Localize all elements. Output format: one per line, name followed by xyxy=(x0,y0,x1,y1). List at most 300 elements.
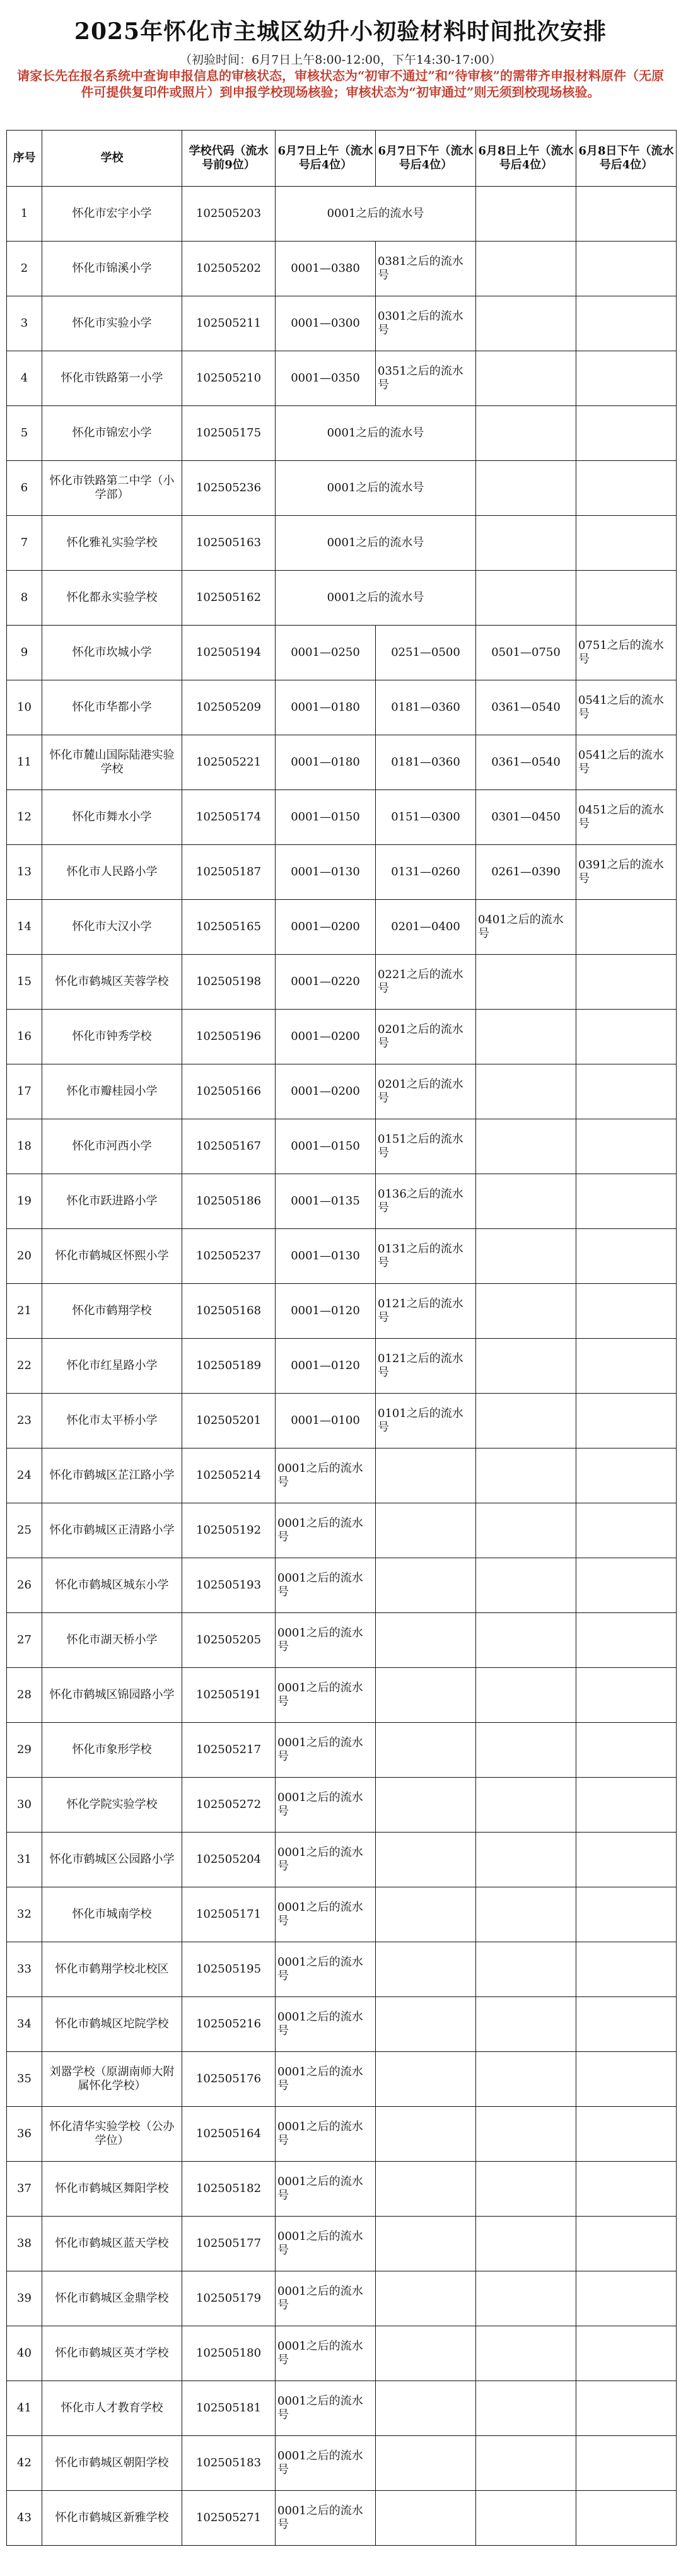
slot-jun7-am: 0001—0100 xyxy=(276,1394,376,1448)
school-code: 102505214 xyxy=(182,1448,276,1503)
slot-jun7-pm: 0101之后的流水号 xyxy=(376,1394,476,1448)
row-index: 1 xyxy=(7,187,42,242)
slot-jun8-pm xyxy=(576,351,677,406)
row-index: 42 xyxy=(7,2436,42,2491)
school-code: 102505187 xyxy=(182,845,276,900)
table-row xyxy=(7,516,677,571)
school-name: 怀化市实验小学 xyxy=(42,296,182,351)
slot-jun7-am: 0001之后的流水号 xyxy=(276,2052,376,2107)
slot-jun8-pm: 0451之后的流水号 xyxy=(576,790,677,845)
slot-jun8-pm xyxy=(576,2271,677,2326)
slot-jun8-am xyxy=(476,2271,576,2326)
slot-jun8-am xyxy=(476,571,576,626)
slot-jun7-am: 0001之后的流水号 xyxy=(276,1668,376,1723)
school-name: 怀化清华实验学校（公办学位） xyxy=(42,2107,182,2162)
slot-jun7-pm: 0381之后的流水号 xyxy=(376,242,476,296)
table-row xyxy=(7,2217,677,2271)
table-row xyxy=(7,1174,677,1229)
row-index: 39 xyxy=(7,2271,42,2326)
row-index: 38 xyxy=(7,2217,42,2271)
row-index: 24 xyxy=(7,1448,42,1503)
table-row xyxy=(7,2107,677,2162)
table-row xyxy=(7,1064,677,1119)
slot-jun8-am xyxy=(476,516,576,571)
school-code: 102505191 xyxy=(182,1668,276,1723)
row-index: 14 xyxy=(7,900,42,955)
slot-jun7-am: 0001—0180 xyxy=(276,680,376,735)
school-code: 102505189 xyxy=(182,1339,276,1394)
slot-jun8-pm: 0541之后的流水号 xyxy=(576,680,677,735)
row-index: 41 xyxy=(7,2381,42,2436)
slot-jun8-am xyxy=(476,1778,576,1833)
school-name: 怀化市鹤翔学校北校区 xyxy=(42,1942,182,1997)
slot-jun8-am xyxy=(476,2052,576,2107)
school-name: 怀化市锦溪小学 xyxy=(42,242,182,296)
slot-jun8-pm: 0751之后的流水号 xyxy=(576,626,677,680)
school-name: 怀化市宏宇小学 xyxy=(42,187,182,242)
header-cell-jun8-pm: 6月8日下午（流水号后4位） xyxy=(576,131,677,187)
school-name: 怀化市太平桥小学 xyxy=(42,1394,182,1448)
slot-jun7-pm xyxy=(376,1887,476,1942)
slot-jun8-pm xyxy=(576,1394,677,1448)
slot-jun8-am xyxy=(476,1558,576,1613)
slot-jun7-am: 0001—0200 xyxy=(276,1010,376,1064)
school-name: 怀化市鹤城区坨院学校 xyxy=(42,1997,182,2052)
slot-jun8-am xyxy=(476,2381,576,2436)
slot-jun8-pm xyxy=(576,1997,677,2052)
slot-jun8-pm xyxy=(576,2436,677,2491)
slot-jun7-am: 0001之后的流水号 xyxy=(276,2271,376,2326)
row-index: 27 xyxy=(7,1613,42,1668)
slot-jun8-pm xyxy=(576,1448,677,1503)
slot-jun8-am xyxy=(476,1010,576,1064)
slot-jun7-pm xyxy=(376,1997,476,2052)
school-name: 怀化市河西小学 xyxy=(42,1119,182,1174)
slot-jun7-pm: 0131—0260 xyxy=(376,845,476,900)
slot-jun7-pm xyxy=(376,2107,476,2162)
school-name: 怀化市钟秀学校 xyxy=(42,1010,182,1064)
slot-jun7-all-day: 0001之后的流水号 xyxy=(276,571,476,626)
school-name: 怀化市鹤城区英才学校 xyxy=(42,2326,182,2381)
slot-jun7-am: 0001—0150 xyxy=(276,1119,376,1174)
school-code: 102505181 xyxy=(182,2381,276,2436)
school-code: 102505177 xyxy=(182,2217,276,2271)
slot-jun8-pm xyxy=(576,2326,677,2381)
table-row xyxy=(7,1394,677,1448)
table-row xyxy=(7,1503,677,1558)
header-cell-code: 学校代码（流水号前9位） xyxy=(182,131,276,187)
slot-jun7-am: 0001之后的流水号 xyxy=(276,1833,376,1887)
school-name: 怀化市象形学校 xyxy=(42,1723,182,1778)
slot-jun8-am xyxy=(476,955,576,1010)
school-code: 102505183 xyxy=(182,2436,276,2491)
slot-jun7-pm xyxy=(376,1668,476,1723)
row-index: 25 xyxy=(7,1503,42,1558)
slot-jun7-am: 0001—0150 xyxy=(276,790,376,845)
table-body xyxy=(7,187,677,2546)
school-name: 怀化都永实验学校 xyxy=(42,571,182,626)
row-index: 31 xyxy=(7,1833,42,1887)
slot-jun7-am: 0001之后的流水号 xyxy=(276,2107,376,2162)
header-cell-jun7-pm: 6月7日下午（流水号后4位） xyxy=(376,131,476,187)
slot-jun8-am xyxy=(476,1284,576,1339)
school-name: 刘嚣学校（原湖南师大附属怀化学校） xyxy=(42,2052,182,2107)
slot-jun7-pm xyxy=(376,2491,476,2546)
row-index: 17 xyxy=(7,1064,42,1119)
slot-jun8-pm xyxy=(576,1229,677,1284)
school-name: 怀化市大汉小学 xyxy=(42,900,182,955)
table-row xyxy=(7,1997,677,2052)
row-index: 9 xyxy=(7,626,42,680)
school-code: 102505216 xyxy=(182,1997,276,2052)
slot-jun7-am: 0001—0130 xyxy=(276,1229,376,1284)
slot-jun7-all-day: 0001之后的流水号 xyxy=(276,461,476,516)
table-row xyxy=(7,1668,677,1723)
school-code: 102505186 xyxy=(182,1174,276,1229)
school-code: 102505201 xyxy=(182,1394,276,1448)
table-row xyxy=(7,680,677,735)
slot-jun8-pm xyxy=(576,1010,677,1064)
table-row xyxy=(7,2271,677,2326)
row-index: 12 xyxy=(7,790,42,845)
row-index: 26 xyxy=(7,1558,42,1613)
slot-jun8-pm xyxy=(576,1119,677,1174)
slot-jun7-pm: 0201之后的流水号 xyxy=(376,1064,476,1119)
slot-jun7-pm: 0181—0360 xyxy=(376,735,476,790)
slot-jun7-pm xyxy=(376,1833,476,1887)
row-index: 8 xyxy=(7,571,42,626)
school-code: 102505202 xyxy=(182,242,276,296)
slot-jun7-pm xyxy=(376,2436,476,2491)
school-name: 怀化市舞水小学 xyxy=(42,790,182,845)
school-code: 102505198 xyxy=(182,955,276,1010)
slot-jun8-pm xyxy=(576,1503,677,1558)
slot-jun8-pm xyxy=(576,1778,677,1833)
slot-jun8-pm xyxy=(576,1558,677,1613)
school-name: 怀化市麓山国际陆港实验学校 xyxy=(42,735,182,790)
slot-jun8-pm xyxy=(576,1613,677,1668)
slot-jun8-pm xyxy=(576,516,677,571)
school-name: 怀化市鹤城区正清路小学 xyxy=(42,1503,182,1558)
school-code: 102505272 xyxy=(182,1778,276,1833)
slot-jun7-am: 0001之后的流水号 xyxy=(276,2381,376,2436)
table-row xyxy=(7,187,677,242)
schedule-table xyxy=(6,130,677,2546)
row-index: 21 xyxy=(7,1284,42,1339)
table-row xyxy=(7,1613,677,1668)
school-name: 怀化市坎城小学 xyxy=(42,626,182,680)
slot-jun8-pm xyxy=(576,2217,677,2271)
slot-jun8-pm xyxy=(576,2381,677,2436)
slot-jun8-am xyxy=(476,296,576,351)
table-row xyxy=(7,296,677,351)
school-code: 102505168 xyxy=(182,1284,276,1339)
slot-jun7-pm: 0151—0300 xyxy=(376,790,476,845)
row-index: 18 xyxy=(7,1119,42,1174)
slot-jun7-am: 0001之后的流水号 xyxy=(276,1887,376,1942)
slot-jun8-pm xyxy=(576,1339,677,1394)
slot-jun8-am xyxy=(476,1668,576,1723)
school-code: 102505165 xyxy=(182,900,276,955)
slot-jun7-am: 0001之后的流水号 xyxy=(276,2162,376,2217)
slot-jun8-am xyxy=(476,187,576,242)
slot-jun7-am: 0001之后的流水号 xyxy=(276,1448,376,1503)
slot-jun8-pm xyxy=(576,2107,677,2162)
school-code: 102505182 xyxy=(182,2162,276,2217)
slot-jun8-am xyxy=(476,1119,576,1174)
slot-jun7-am: 0001之后的流水号 xyxy=(276,2217,376,2271)
slot-jun7-pm: 0131之后的流水号 xyxy=(376,1229,476,1284)
school-code: 102505271 xyxy=(182,2491,276,2546)
slot-jun8-pm xyxy=(576,1723,677,1778)
school-name: 怀化市鹤城区怀熙小学 xyxy=(42,1229,182,1284)
slot-jun8-am xyxy=(476,1833,576,1887)
table-row xyxy=(7,2436,677,2491)
row-index: 23 xyxy=(7,1394,42,1448)
header-cell-jun8-am: 6月8日上午（流水号后4位） xyxy=(476,131,576,187)
school-code: 102505205 xyxy=(182,1613,276,1668)
table-row xyxy=(7,1833,677,1887)
school-code: 102505209 xyxy=(182,680,276,735)
table-row xyxy=(7,351,677,406)
table-row xyxy=(7,2162,677,2217)
row-index: 32 xyxy=(7,1887,42,1942)
slot-jun8-am xyxy=(476,1174,576,1229)
school-name: 怀化市红星路小学 xyxy=(42,1339,182,1394)
slot-jun8-pm xyxy=(576,1887,677,1942)
inspection-time-note: （初验时间：6月7日上午8:00-12:00，下午14:30-17:00） xyxy=(180,53,501,67)
table-row xyxy=(7,955,677,1010)
slot-jun8-pm xyxy=(576,2491,677,2546)
school-code: 102505179 xyxy=(182,2271,276,2326)
header-cell-school: 学校 xyxy=(42,131,182,187)
row-index: 29 xyxy=(7,1723,42,1778)
row-index: 37 xyxy=(7,2162,42,2217)
table-row xyxy=(7,1229,677,1284)
slot-jun7-pm: 0351之后的流水号 xyxy=(376,351,476,406)
table-row xyxy=(7,1448,677,1503)
school-name: 怀化市鹤城区朝阳学校 xyxy=(42,2436,182,2491)
school-name: 怀化市湖天桥小学 xyxy=(42,1613,182,1668)
slot-jun7-am: 0001之后的流水号 xyxy=(276,1613,376,1668)
page-title: 2025年怀化市主城区幼升小初验材料时间批次安排 xyxy=(74,18,607,45)
table-row xyxy=(7,900,677,955)
table-row xyxy=(7,845,677,900)
slot-jun7-pm: 0121之后的流水号 xyxy=(376,1339,476,1394)
table-row xyxy=(7,2491,677,2546)
school-name: 怀化市鹤城区舞阳学校 xyxy=(42,2162,182,2217)
slot-jun7-am: 0001—0250 xyxy=(276,626,376,680)
slot-jun8-am xyxy=(476,1229,576,1284)
slot-jun7-am: 0001—0120 xyxy=(276,1284,376,1339)
slot-jun7-am: 0001—0380 xyxy=(276,242,376,296)
slot-jun8-am: 0261—0390 xyxy=(476,845,576,900)
slot-jun8-am: 0361—0540 xyxy=(476,680,576,735)
school-code: 102505180 xyxy=(182,2326,276,2381)
row-index: 19 xyxy=(7,1174,42,1229)
row-index: 34 xyxy=(7,1997,42,2052)
slot-jun7-am: 0001之后的流水号 xyxy=(276,1723,376,1778)
header-cell-jun7-am: 6月7日上午（流水号后4位） xyxy=(276,131,376,187)
table-row xyxy=(7,790,677,845)
school-code: 102505166 xyxy=(182,1064,276,1119)
table-row xyxy=(7,406,677,461)
slot-jun7-pm xyxy=(376,1503,476,1558)
slot-jun8-am xyxy=(476,1887,576,1942)
slot-jun7-pm xyxy=(376,1613,476,1668)
school-name: 怀化市鹤城区城东小学 xyxy=(42,1558,182,1613)
slot-jun8-am xyxy=(476,1339,576,1394)
school-code: 102505194 xyxy=(182,626,276,680)
slot-jun8-pm xyxy=(576,2052,677,2107)
slot-jun8-am xyxy=(476,1394,576,1448)
slot-jun8-pm xyxy=(576,296,677,351)
school-name: 怀化市鹤城区芙蓉学校 xyxy=(42,955,182,1010)
slot-jun8-am xyxy=(476,2162,576,2217)
slot-jun7-all-day: 0001之后的流水号 xyxy=(276,516,476,571)
school-code: 102505176 xyxy=(182,2052,276,2107)
table-row xyxy=(7,2052,677,2107)
slot-jun7-pm: 0201之后的流水号 xyxy=(376,1010,476,1064)
slot-jun7-pm xyxy=(376,2162,476,2217)
table-row xyxy=(7,1339,677,1394)
slot-jun7-pm: 0136之后的流水号 xyxy=(376,1174,476,1229)
slot-jun7-pm xyxy=(376,2381,476,2436)
table-row xyxy=(7,2381,677,2436)
slot-jun7-am: 0001—0135 xyxy=(276,1174,376,1229)
school-code: 102505237 xyxy=(182,1229,276,1284)
slot-jun7-am: 0001—0130 xyxy=(276,845,376,900)
slot-jun8-pm xyxy=(576,1668,677,1723)
slot-jun7-pm xyxy=(376,2052,476,2107)
slot-jun8-am xyxy=(476,1064,576,1119)
slot-jun7-am: 0001之后的流水号 xyxy=(276,1503,376,1558)
school-code: 102505171 xyxy=(182,1887,276,1942)
row-index: 5 xyxy=(7,406,42,461)
school-name: 怀化市鹤城区芷江路小学 xyxy=(42,1448,182,1503)
table-row xyxy=(7,626,677,680)
slot-jun7-am: 0001之后的流水号 xyxy=(276,2326,376,2381)
school-code: 102505195 xyxy=(182,1942,276,1997)
school-name: 怀化市鹤城区锦园路小学 xyxy=(42,1668,182,1723)
row-index: 43 xyxy=(7,2491,42,2546)
table-row xyxy=(7,461,677,516)
row-index: 20 xyxy=(7,1229,42,1284)
school-name: 怀化雅礼实验学校 xyxy=(42,516,182,571)
slot-jun7-pm xyxy=(376,2271,476,2326)
slot-jun8-pm xyxy=(576,461,677,516)
slot-jun8-am xyxy=(476,1613,576,1668)
slot-jun8-am xyxy=(476,2491,576,2546)
header-cell-index: 序号 xyxy=(7,131,42,187)
school-code: 102505196 xyxy=(182,1010,276,1064)
slot-jun7-pm xyxy=(376,2326,476,2381)
school-name: 怀化学院实验学校 xyxy=(42,1778,182,1833)
slot-jun7-pm xyxy=(376,1558,476,1613)
table-row xyxy=(7,1778,677,1833)
slot-jun8-am xyxy=(476,1997,576,2052)
slot-jun7-am: 0001—0200 xyxy=(276,1064,376,1119)
table-header-row xyxy=(7,131,677,187)
parent-notice: 请家长先在报名系统中查询申报信息的审核状态，审核状态为“初审不通过”和“待审核”的需带齐申报材料原件（无原件可提供复印件或照片）到申报学校现场核验；审核状态为“初审通过”则无须到校现场核验。 xyxy=(16,68,664,100)
slot-jun7-pm xyxy=(376,1448,476,1503)
school-code: 102505193 xyxy=(182,1558,276,1613)
slot-jun7-pm: 0301之后的流水号 xyxy=(376,296,476,351)
slot-jun8-am xyxy=(476,2107,576,2162)
slot-jun7-pm: 0151之后的流水号 xyxy=(376,1119,476,1174)
table-row xyxy=(7,571,677,626)
row-index: 4 xyxy=(7,351,42,406)
school-code: 102505174 xyxy=(182,790,276,845)
slot-jun7-am: 0001—0300 xyxy=(276,296,376,351)
school-code: 102505211 xyxy=(182,296,276,351)
row-index: 10 xyxy=(7,680,42,735)
slot-jun7-all-day: 0001之后的流水号 xyxy=(276,187,476,242)
slot-jun7-am: 0001之后的流水号 xyxy=(276,2436,376,2491)
slot-jun7-am: 0001—0350 xyxy=(276,351,376,406)
row-index: 15 xyxy=(7,955,42,1010)
slot-jun7-pm xyxy=(376,1942,476,1997)
school-code: 102505204 xyxy=(182,1833,276,1887)
school-name: 怀化市铁路第二中学（小学部） xyxy=(42,461,182,516)
slot-jun8-am xyxy=(476,1723,576,1778)
slot-jun8-am xyxy=(476,242,576,296)
table-row xyxy=(7,1010,677,1064)
school-code: 102505163 xyxy=(182,516,276,571)
slot-jun8-pm xyxy=(576,1284,677,1339)
slot-jun8-am xyxy=(476,406,576,461)
school-name: 怀化市铁路第一小学 xyxy=(42,351,182,406)
school-name: 怀化市人才教育学校 xyxy=(42,2381,182,2436)
slot-jun8-pm xyxy=(576,955,677,1010)
slot-jun8-pm xyxy=(576,1174,677,1229)
slot-jun8-pm xyxy=(576,406,677,461)
table-row xyxy=(7,735,677,790)
slot-jun8-pm xyxy=(576,1942,677,1997)
school-code: 102505210 xyxy=(182,351,276,406)
slot-jun7-am: 0001之后的流水号 xyxy=(276,1997,376,2052)
row-index: 11 xyxy=(7,735,42,790)
school-code: 102505217 xyxy=(182,1723,276,1778)
slot-jun8-pm xyxy=(576,900,677,955)
slot-jun7-am: 0001之后的流水号 xyxy=(276,1778,376,1833)
row-index: 3 xyxy=(7,296,42,351)
row-index: 13 xyxy=(7,845,42,900)
slot-jun7-pm: 0121之后的流水号 xyxy=(376,1284,476,1339)
slot-jun8-pm xyxy=(576,2162,677,2217)
row-index: 35 xyxy=(7,2052,42,2107)
school-code: 102505236 xyxy=(182,461,276,516)
school-code: 102505162 xyxy=(182,571,276,626)
slot-jun7-pm xyxy=(376,1778,476,1833)
slot-jun7-pm: 0201—0400 xyxy=(376,900,476,955)
table-row xyxy=(7,1942,677,1997)
table-row xyxy=(7,2326,677,2381)
row-index: 7 xyxy=(7,516,42,571)
row-index: 36 xyxy=(7,2107,42,2162)
slot-jun8-pm xyxy=(576,571,677,626)
school-name: 怀化市鹤翔学校 xyxy=(42,1284,182,1339)
slot-jun7-pm xyxy=(376,1723,476,1778)
slot-jun8-pm xyxy=(576,187,677,242)
row-index: 16 xyxy=(7,1010,42,1064)
slot-jun8-am xyxy=(476,351,576,406)
school-name: 怀化市华都小学 xyxy=(42,680,182,735)
slot-jun8-am: 0361—0540 xyxy=(476,735,576,790)
slot-jun7-pm: 0221之后的流水号 xyxy=(376,955,476,1010)
school-name: 怀化市鹤城区金鼎学校 xyxy=(42,2271,182,2326)
school-code: 102505221 xyxy=(182,735,276,790)
